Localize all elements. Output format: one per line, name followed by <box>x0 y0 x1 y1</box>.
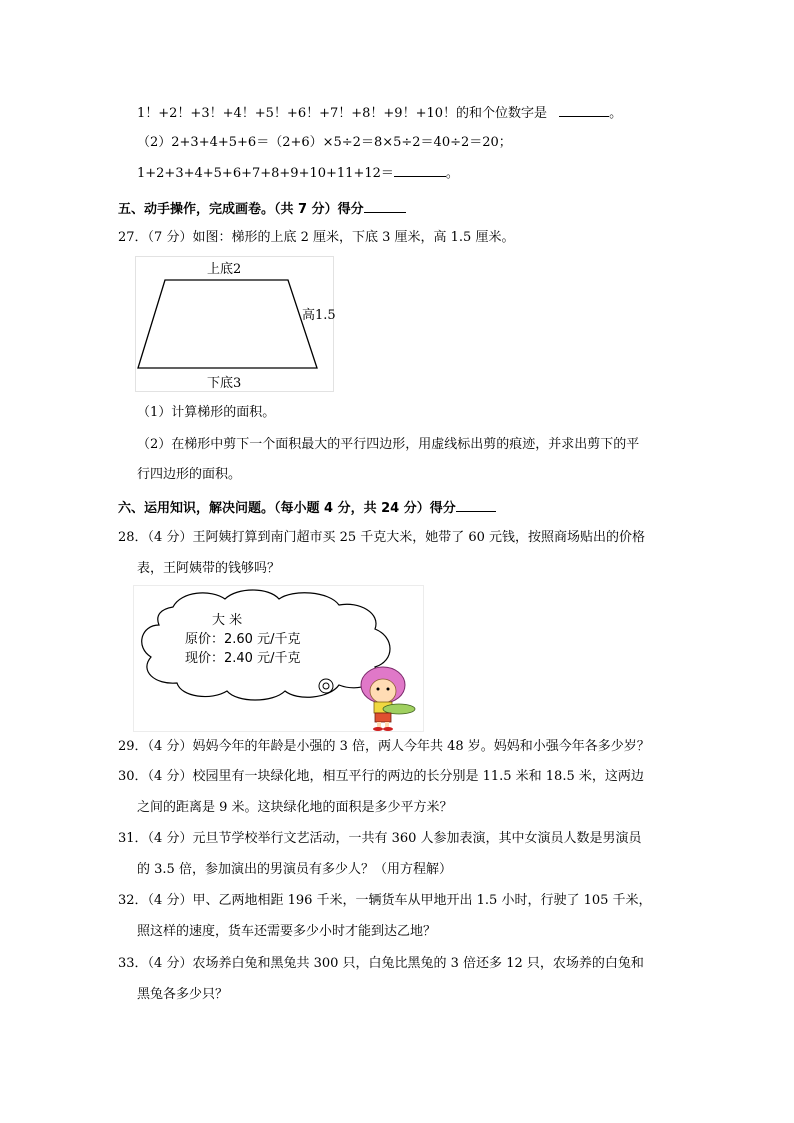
q26-line-factorial <box>137 104 622 123</box>
q30-line2: 之间的距离是 9 米。这块绿化地的面积是多少平方米？ <box>137 800 453 815</box>
q26-example-line: （2）2+3+4+5+6＝（2+6）×5÷2＝8×5÷2＝40÷2＝20； <box>137 135 512 150</box>
q28-line2: 表，王阿姨带的钱够吗？ <box>137 561 281 576</box>
trapezoid-height-label: 高1.5 <box>302 308 336 323</box>
q27-part2-line1: （2）在梯形中剪下一个面积最大的平行四边形，用虚线标出剪的痕迹，并求出剪下的平 <box>137 437 640 452</box>
cloud-original-price: 原价：2.60 元/千克 <box>185 632 301 647</box>
period: 。 <box>445 166 459 181</box>
q32-line1: 32．（4 分）甲、乙两地相距 196 千米，一辆货车从甲地开出 1.5 小时，行驶了 105 千米， <box>118 893 652 908</box>
q26-sum-line <box>137 164 459 183</box>
answer-blank-1[interactable] <box>559 104 609 117</box>
q28-line1: 28．（4 分）王阿姨打算到南门超市买 25 千克大米，她带了 60 元钱，按照商场贴出的价格 <box>118 530 646 545</box>
q31-line1: 31．（4 分）元旦节学校举行文艺活动，一共有 360 人参加表演，其中女演员人数是男演员 <box>118 831 642 846</box>
q33-line2: 黑兔各多少只？ <box>137 987 229 1002</box>
score-blank-6[interactable] <box>456 499 496 512</box>
girl-illustration-icon <box>361 667 415 731</box>
section-5-heading <box>118 200 406 219</box>
section-6-title: 六、运用知识，解决问题。（每小题 4 分，共 24 分）得分 <box>118 501 456 516</box>
section-5-title: 五、动手操作，完成画卷。（共 7 分）得分 <box>118 202 364 217</box>
section-6-heading <box>118 499 496 518</box>
q32-line2: 照这样的速度，货车还需要多少小时才能到达乙地？ <box>137 924 437 939</box>
trapezoid-shape <box>138 280 317 368</box>
q26-sum-text: 1+2+3+4+5+6+7+8+9+10+11+12＝ <box>137 166 394 181</box>
price-cloud-figure <box>133 585 425 733</box>
q31-line2: 的 3.5 倍，参加演出的男演员有多少人？（用方程解） <box>137 862 452 877</box>
trapezoid-top-label: 上底2 <box>207 262 242 277</box>
q33-line1: 33．（4 分）农场养白兔和黑兔共 300 只，白兔比黑兔的 3 倍还多 12 只，农场养的白兔和 <box>118 956 644 971</box>
q29-text: 29．（4 分）妈妈今年的年龄是小强的 3 倍，两人今年共 48 岁。妈妈和小强今年各多少岁？ <box>118 739 650 754</box>
trapezoid-figure <box>135 256 335 392</box>
period: 。 <box>609 106 623 121</box>
q26-factorial-text: 1！+2！+3！+4！+5！+6！+7！+8！+9！+10！的和个位数字是 <box>137 106 548 121</box>
trapezoid-bottom-label: 下底3 <box>207 376 242 391</box>
q27-part1: （1）计算梯形的面积。 <box>137 405 276 420</box>
cloud-bubble-icon <box>319 679 333 693</box>
cloud-title: 大 米 <box>212 613 243 628</box>
cloud-current-price: 现价：2.40 元/千克 <box>185 651 301 666</box>
answer-blank-2[interactable] <box>394 164 446 177</box>
q27-part2-line2: 行四边形的面积。 <box>137 467 242 482</box>
q27-text: 27．（7 分）如图：梯形的上底 2 厘米，下底 3 厘米，高 1.5 厘米。 <box>118 230 515 245</box>
score-blank-5[interactable] <box>364 200 406 213</box>
q30-line1: 30．（4 分）校园里有一块绿化地，相互平行的两边的长分别是 11.5 米和 18.5 米，这两边 <box>118 769 644 784</box>
